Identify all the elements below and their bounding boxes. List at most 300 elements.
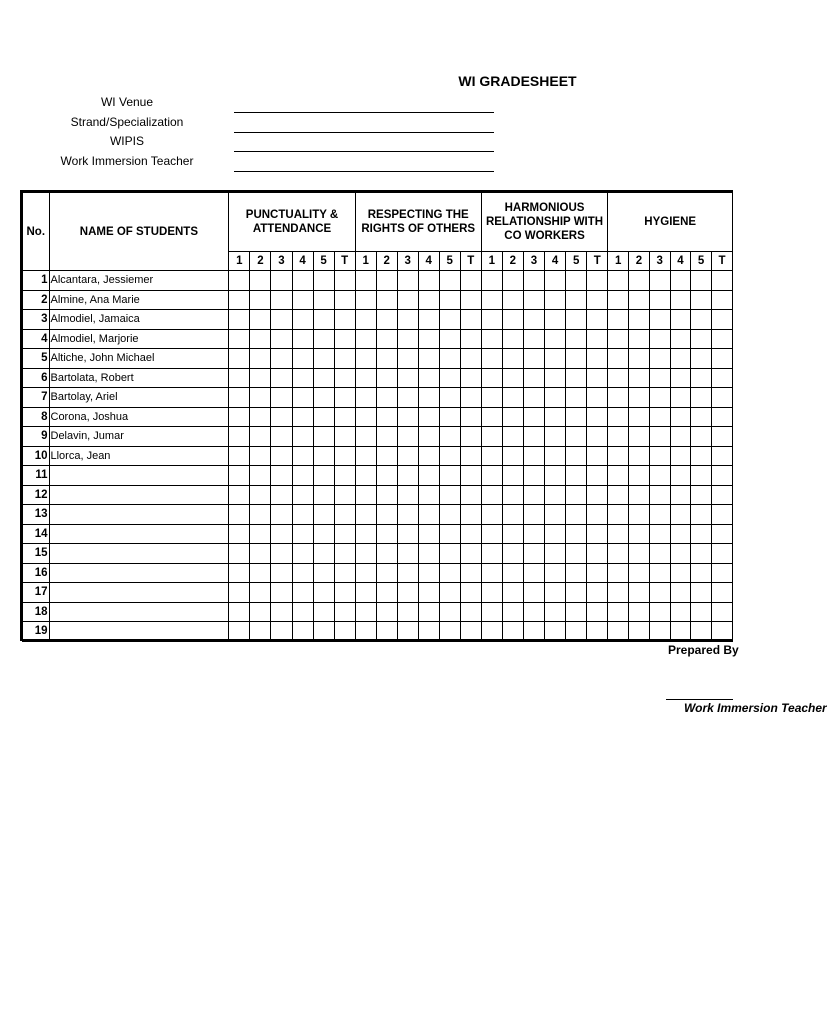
score-cell[interactable] (712, 466, 733, 486)
score-cell[interactable] (481, 368, 502, 388)
score-cell[interactable] (418, 583, 439, 603)
score-cell[interactable] (523, 485, 544, 505)
score-cell[interactable] (608, 622, 629, 642)
score-cell[interactable] (355, 505, 376, 525)
score-cell[interactable] (670, 290, 691, 310)
score-cell[interactable] (608, 446, 629, 466)
score-cell[interactable] (545, 271, 566, 291)
score-cell[interactable] (566, 310, 587, 330)
student-name-cell[interactable] (49, 563, 229, 583)
score-cell[interactable] (439, 427, 460, 447)
score-cell[interactable] (355, 388, 376, 408)
score-cell[interactable] (229, 427, 250, 447)
score-cell[interactable] (712, 524, 733, 544)
score-cell[interactable] (292, 602, 313, 622)
score-cell[interactable] (292, 485, 313, 505)
student-name-cell[interactable] (49, 505, 229, 525)
score-cell[interactable] (587, 583, 608, 603)
score-cell[interactable] (397, 427, 418, 447)
score-cell[interactable] (587, 407, 608, 427)
score-cell[interactable] (376, 622, 397, 642)
score-cell[interactable] (229, 485, 250, 505)
score-cell[interactable] (313, 602, 334, 622)
score-cell[interactable] (334, 310, 355, 330)
score-cell[interactable] (418, 290, 439, 310)
score-cell[interactable] (292, 310, 313, 330)
score-cell[interactable] (229, 563, 250, 583)
score-cell[interactable] (271, 622, 292, 642)
score-cell[interactable] (670, 446, 691, 466)
score-cell[interactable] (250, 290, 271, 310)
score-cell[interactable] (229, 271, 250, 291)
score-cell[interactable] (545, 563, 566, 583)
score-cell[interactable] (629, 271, 650, 291)
score-cell[interactable] (397, 602, 418, 622)
score-cell[interactable] (502, 563, 523, 583)
score-cell[interactable] (229, 602, 250, 622)
score-cell[interactable] (229, 388, 250, 408)
score-cell[interactable] (334, 583, 355, 603)
score-cell[interactable] (334, 563, 355, 583)
score-cell[interactable] (439, 290, 460, 310)
score-cell[interactable] (649, 446, 670, 466)
score-cell[interactable] (481, 388, 502, 408)
score-cell[interactable] (271, 446, 292, 466)
score-cell[interactable] (629, 349, 650, 369)
score-cell[interactable] (313, 271, 334, 291)
score-cell[interactable] (355, 524, 376, 544)
score-cell[interactable] (397, 407, 418, 427)
score-cell[interactable] (523, 290, 544, 310)
score-cell[interactable] (649, 622, 670, 642)
score-cell[interactable] (250, 271, 271, 291)
score-cell[interactable] (271, 602, 292, 622)
score-cell[interactable] (460, 427, 481, 447)
score-cell[interactable] (460, 290, 481, 310)
score-cell[interactable] (355, 583, 376, 603)
student-name-cell[interactable]: Llorca, Jean (49, 446, 229, 466)
score-cell[interactable] (587, 466, 608, 486)
score-cell[interactable] (629, 368, 650, 388)
score-cell[interactable] (355, 407, 376, 427)
score-cell[interactable] (566, 544, 587, 564)
score-cell[interactable] (460, 271, 481, 291)
score-cell[interactable] (481, 271, 502, 291)
score-cell[interactable] (229, 368, 250, 388)
score-cell[interactable] (481, 290, 502, 310)
score-cell[interactable] (649, 602, 670, 622)
score-cell[interactable] (376, 544, 397, 564)
score-cell[interactable] (691, 505, 712, 525)
score-cell[interactable] (566, 466, 587, 486)
score-cell[interactable] (481, 505, 502, 525)
score-cell[interactable] (313, 349, 334, 369)
score-cell[interactable] (649, 583, 670, 603)
signature-line[interactable] (666, 699, 733, 700)
score-cell[interactable] (376, 524, 397, 544)
score-cell[interactable] (545, 505, 566, 525)
score-cell[interactable] (397, 310, 418, 330)
score-cell[interactable] (334, 329, 355, 349)
score-cell[interactable] (670, 271, 691, 291)
score-cell[interactable] (439, 583, 460, 603)
score-cell[interactable] (481, 524, 502, 544)
score-cell[interactable] (502, 271, 523, 291)
score-cell[interactable] (397, 368, 418, 388)
score-cell[interactable] (649, 485, 670, 505)
score-cell[interactable] (418, 407, 439, 427)
score-cell[interactable] (460, 310, 481, 330)
score-cell[interactable] (418, 602, 439, 622)
score-cell[interactable] (608, 329, 629, 349)
score-cell[interactable] (545, 388, 566, 408)
student-name-cell[interactable]: Almodiel, Jamaica (49, 310, 229, 330)
score-cell[interactable] (566, 602, 587, 622)
score-cell[interactable] (376, 290, 397, 310)
score-cell[interactable] (691, 622, 712, 642)
score-cell[interactable] (229, 583, 250, 603)
score-cell[interactable] (355, 271, 376, 291)
score-cell[interactable] (566, 622, 587, 642)
score-cell[interactable] (439, 407, 460, 427)
score-cell[interactable] (292, 466, 313, 486)
score-cell[interactable] (460, 583, 481, 603)
score-cell[interactable] (629, 485, 650, 505)
score-cell[interactable] (418, 446, 439, 466)
score-cell[interactable] (670, 427, 691, 447)
score-cell[interactable] (397, 290, 418, 310)
score-cell[interactable] (566, 485, 587, 505)
score-cell[interactable] (376, 368, 397, 388)
score-cell[interactable] (229, 329, 250, 349)
score-cell[interactable] (355, 485, 376, 505)
score-cell[interactable] (418, 368, 439, 388)
score-cell[interactable] (439, 310, 460, 330)
score-cell[interactable] (691, 446, 712, 466)
score-cell[interactable] (271, 505, 292, 525)
score-cell[interactable] (313, 329, 334, 349)
score-cell[interactable] (397, 544, 418, 564)
score-cell[interactable] (229, 524, 250, 544)
score-cell[interactable] (502, 602, 523, 622)
score-cell[interactable] (418, 563, 439, 583)
score-cell[interactable] (355, 446, 376, 466)
score-cell[interactable] (313, 368, 334, 388)
score-cell[interactable] (439, 388, 460, 408)
score-cell[interactable] (629, 544, 650, 564)
score-cell[interactable] (502, 583, 523, 603)
score-cell[interactable] (587, 349, 608, 369)
score-cell[interactable] (292, 563, 313, 583)
score-cell[interactable] (460, 407, 481, 427)
score-cell[interactable] (292, 290, 313, 310)
score-cell[interactable] (229, 544, 250, 564)
student-name-cell[interactable] (49, 466, 229, 486)
student-name-cell[interactable]: Corona, Joshua (49, 407, 229, 427)
score-cell[interactable] (502, 485, 523, 505)
score-cell[interactable] (271, 544, 292, 564)
score-cell[interactable] (523, 544, 544, 564)
score-cell[interactable] (334, 524, 355, 544)
student-name-cell[interactable] (49, 602, 229, 622)
score-cell[interactable] (523, 349, 544, 369)
score-cell[interactable] (439, 563, 460, 583)
score-cell[interactable] (629, 466, 650, 486)
wipis-line[interactable] (234, 151, 494, 152)
score-cell[interactable] (691, 329, 712, 349)
score-cell[interactable] (481, 466, 502, 486)
score-cell[interactable] (313, 407, 334, 427)
score-cell[interactable] (292, 407, 313, 427)
score-cell[interactable] (292, 505, 313, 525)
score-cell[interactable] (439, 466, 460, 486)
score-cell[interactable] (545, 368, 566, 388)
score-cell[interactable] (439, 271, 460, 291)
score-cell[interactable] (545, 622, 566, 642)
score-cell[interactable] (523, 505, 544, 525)
score-cell[interactable] (587, 290, 608, 310)
score-cell[interactable] (712, 583, 733, 603)
score-cell[interactable] (313, 563, 334, 583)
score-cell[interactable] (566, 271, 587, 291)
score-cell[interactable] (649, 505, 670, 525)
score-cell[interactable] (334, 407, 355, 427)
score-cell[interactable] (397, 563, 418, 583)
score-cell[interactable] (649, 466, 670, 486)
score-cell[interactable] (712, 505, 733, 525)
score-cell[interactable] (418, 466, 439, 486)
score-cell[interactable] (481, 583, 502, 603)
score-cell[interactable] (376, 349, 397, 369)
score-cell[interactable] (460, 388, 481, 408)
score-cell[interactable] (250, 622, 271, 642)
score-cell[interactable] (439, 446, 460, 466)
score-cell[interactable] (292, 271, 313, 291)
score-cell[interactable] (292, 524, 313, 544)
score-cell[interactable] (629, 329, 650, 349)
score-cell[interactable] (334, 427, 355, 447)
score-cell[interactable] (439, 368, 460, 388)
student-name-cell[interactable] (49, 622, 229, 642)
student-name-cell[interactable]: Almodiel, Marjorie (49, 329, 229, 349)
score-cell[interactable] (250, 485, 271, 505)
score-cell[interactable] (712, 485, 733, 505)
score-cell[interactable] (649, 310, 670, 330)
student-name-cell[interactable]: Bartolata, Robert (49, 368, 229, 388)
score-cell[interactable] (587, 329, 608, 349)
score-cell[interactable] (545, 349, 566, 369)
score-cell[interactable] (691, 544, 712, 564)
score-cell[interactable] (376, 271, 397, 291)
score-cell[interactable] (629, 388, 650, 408)
score-cell[interactable] (545, 485, 566, 505)
score-cell[interactable] (629, 427, 650, 447)
score-cell[interactable] (670, 544, 691, 564)
score-cell[interactable] (608, 368, 629, 388)
score-cell[interactable] (608, 544, 629, 564)
score-cell[interactable] (670, 622, 691, 642)
score-cell[interactable] (587, 446, 608, 466)
score-cell[interactable] (439, 505, 460, 525)
score-cell[interactable] (670, 466, 691, 486)
score-cell[interactable] (271, 466, 292, 486)
score-cell[interactable] (587, 505, 608, 525)
score-cell[interactable] (608, 524, 629, 544)
score-cell[interactable] (376, 446, 397, 466)
score-cell[interactable] (691, 602, 712, 622)
score-cell[interactable] (334, 368, 355, 388)
score-cell[interactable] (523, 602, 544, 622)
score-cell[interactable] (649, 368, 670, 388)
score-cell[interactable] (229, 349, 250, 369)
score-cell[interactable] (670, 602, 691, 622)
score-cell[interactable] (271, 563, 292, 583)
score-cell[interactable] (587, 602, 608, 622)
score-cell[interactable] (313, 544, 334, 564)
score-cell[interactable] (355, 466, 376, 486)
score-cell[interactable] (313, 388, 334, 408)
score-cell[interactable] (355, 563, 376, 583)
score-cell[interactable] (481, 446, 502, 466)
score-cell[interactable] (545, 466, 566, 486)
score-cell[interactable] (502, 505, 523, 525)
score-cell[interactable] (229, 407, 250, 427)
score-cell[interactable] (712, 349, 733, 369)
score-cell[interactable] (418, 524, 439, 544)
score-cell[interactable] (712, 563, 733, 583)
score-cell[interactable] (712, 544, 733, 564)
score-cell[interactable] (523, 427, 544, 447)
score-cell[interactable] (712, 329, 733, 349)
score-cell[interactable] (481, 563, 502, 583)
score-cell[interactable] (271, 427, 292, 447)
score-cell[interactable] (670, 407, 691, 427)
score-cell[interactable] (355, 602, 376, 622)
score-cell[interactable] (481, 544, 502, 564)
score-cell[interactable] (460, 563, 481, 583)
score-cell[interactable] (566, 290, 587, 310)
score-cell[interactable] (670, 583, 691, 603)
score-cell[interactable] (418, 544, 439, 564)
score-cell[interactable] (545, 544, 566, 564)
score-cell[interactable] (649, 524, 670, 544)
score-cell[interactable] (481, 622, 502, 642)
score-cell[interactable] (439, 544, 460, 564)
score-cell[interactable] (250, 388, 271, 408)
score-cell[interactable] (355, 427, 376, 447)
score-cell[interactable] (313, 290, 334, 310)
score-cell[interactable] (691, 563, 712, 583)
score-cell[interactable] (313, 583, 334, 603)
score-cell[interactable] (670, 524, 691, 544)
score-cell[interactable] (460, 505, 481, 525)
score-cell[interactable] (691, 524, 712, 544)
score-cell[interactable] (545, 446, 566, 466)
score-cell[interactable] (691, 349, 712, 369)
score-cell[interactable] (313, 427, 334, 447)
score-cell[interactable] (397, 349, 418, 369)
score-cell[interactable] (460, 485, 481, 505)
score-cell[interactable] (608, 388, 629, 408)
score-cell[interactable] (566, 524, 587, 544)
score-cell[interactable] (712, 271, 733, 291)
score-cell[interactable] (566, 368, 587, 388)
score-cell[interactable] (502, 466, 523, 486)
score-cell[interactable] (523, 310, 544, 330)
score-cell[interactable] (587, 563, 608, 583)
score-cell[interactable] (355, 368, 376, 388)
score-cell[interactable] (566, 427, 587, 447)
score-cell[interactable] (292, 349, 313, 369)
score-cell[interactable] (670, 563, 691, 583)
student-name-cell[interactable] (49, 524, 229, 544)
score-cell[interactable] (545, 602, 566, 622)
score-cell[interactable] (608, 583, 629, 603)
score-cell[interactable] (271, 290, 292, 310)
score-cell[interactable] (670, 388, 691, 408)
score-cell[interactable] (545, 329, 566, 349)
score-cell[interactable] (545, 524, 566, 544)
score-cell[interactable] (376, 485, 397, 505)
score-cell[interactable] (502, 368, 523, 388)
score-cell[interactable] (608, 310, 629, 330)
score-cell[interactable] (587, 485, 608, 505)
score-cell[interactable] (502, 290, 523, 310)
score-cell[interactable] (229, 505, 250, 525)
score-cell[interactable] (376, 602, 397, 622)
student-name-cell[interactable] (49, 583, 229, 603)
score-cell[interactable] (292, 329, 313, 349)
score-cell[interactable] (376, 563, 397, 583)
score-cell[interactable] (397, 524, 418, 544)
score-cell[interactable] (334, 602, 355, 622)
score-cell[interactable] (523, 446, 544, 466)
score-cell[interactable] (670, 485, 691, 505)
score-cell[interactable] (439, 524, 460, 544)
score-cell[interactable] (250, 583, 271, 603)
score-cell[interactable] (523, 329, 544, 349)
score-cell[interactable] (608, 466, 629, 486)
score-cell[interactable] (418, 388, 439, 408)
score-cell[interactable] (355, 349, 376, 369)
score-cell[interactable] (523, 368, 544, 388)
score-cell[interactable] (566, 505, 587, 525)
score-cell[interactable] (502, 446, 523, 466)
student-name-cell[interactable]: Delavin, Jumar (49, 427, 229, 447)
score-cell[interactable] (481, 427, 502, 447)
score-cell[interactable] (523, 466, 544, 486)
score-cell[interactable] (629, 446, 650, 466)
score-cell[interactable] (355, 622, 376, 642)
score-cell[interactable] (629, 407, 650, 427)
score-cell[interactable] (649, 329, 670, 349)
score-cell[interactable] (587, 368, 608, 388)
score-cell[interactable] (334, 544, 355, 564)
score-cell[interactable] (292, 446, 313, 466)
score-cell[interactable] (439, 349, 460, 369)
student-name-cell[interactable]: Almine, Ana Marie (49, 290, 229, 310)
score-cell[interactable] (229, 466, 250, 486)
score-cell[interactable] (334, 349, 355, 369)
score-cell[interactable] (566, 583, 587, 603)
score-cell[interactable] (250, 368, 271, 388)
score-cell[interactable] (418, 271, 439, 291)
score-cell[interactable] (629, 602, 650, 622)
score-cell[interactable] (376, 466, 397, 486)
score-cell[interactable] (418, 622, 439, 642)
score-cell[interactable] (250, 310, 271, 330)
score-cell[interactable] (691, 388, 712, 408)
